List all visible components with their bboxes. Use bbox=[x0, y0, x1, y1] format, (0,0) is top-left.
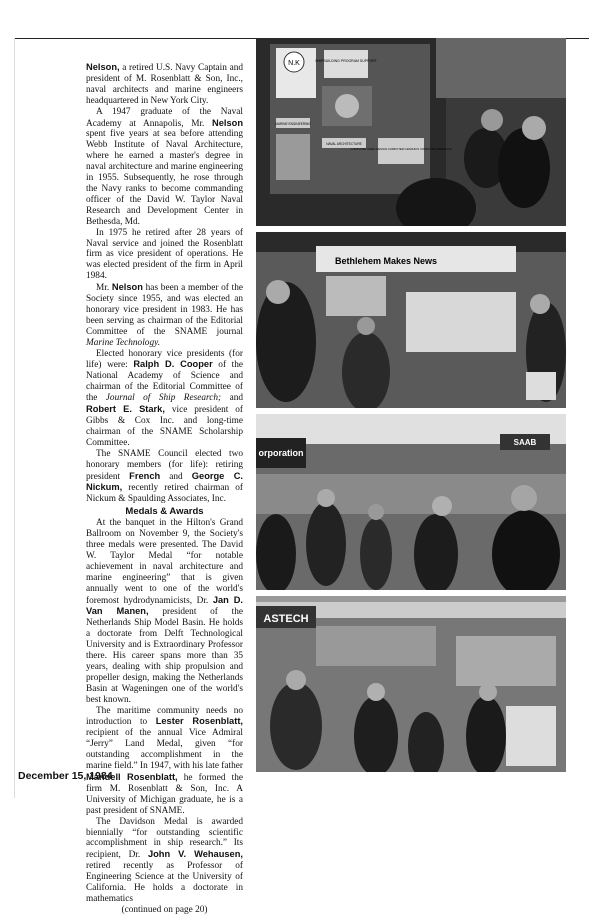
text: Elected honorary vice presidents (for life) were: bbox=[86, 348, 243, 371]
text: retired recently as Professor of Engineering Science at the University of California. He holds a doctorate in mathematics bbox=[86, 861, 243, 904]
article-column bbox=[86, 62, 243, 916]
footer-date: December 15, 1984 bbox=[18, 770, 113, 782]
text: he formed the firm M. Rosenblatt & Son, Inc. A University of Michigan graduate, he is a past president of SNAME. bbox=[86, 773, 244, 816]
photo2-sign: Bethlehem Makes News bbox=[334, 256, 438, 266]
text: vice president of Gibbs & Cox Inc. and long-time chairman of the SNAME Scholarship Committee. bbox=[86, 405, 243, 448]
text: and bbox=[221, 393, 244, 404]
photo-exhibit-booth bbox=[256, 38, 566, 226]
photo1-logo: N.K bbox=[288, 60, 300, 67]
text: recipient of the annual Vice Admiral “Jerry” Land Medal, given “for outstanding accomplishment in the marine field.” In 1947, with his late father bbox=[86, 728, 243, 772]
photo1-sign-computer: COMPUTER AIDED DESIGN COMPUTER GRAPHICS COMPUTER MODELING bbox=[350, 147, 452, 151]
photo1-sign-naval: NAVAL ARCHITECTURE bbox=[326, 142, 362, 146]
text: a retired U.S. Navy Captain and president of M. Rosenblatt & Son, Inc., naval architects and marine engineers headquartered in New York City. bbox=[86, 63, 243, 106]
text: The SNAME Council elected two honorary members (for life): retiring president bbox=[86, 448, 243, 482]
photo-exhibition-crowd-image bbox=[256, 414, 566, 590]
section-heading: Medals & Awards bbox=[125, 506, 204, 518]
text: A 1947 graduate of the Naval Academy at Annapolis, Mr. bbox=[86, 106, 243, 129]
text: has been a member of the Society since 1955, and was elected an honorary vice president in 1983. He has been serving as chairman of the Editorial Committee of the SNAME journal bbox=[86, 283, 244, 337]
text: Mr. bbox=[96, 283, 112, 294]
photo-bethlehem-booth bbox=[256, 232, 566, 408]
photo-exhibition-crowd bbox=[256, 414, 566, 590]
photo-astech-booth bbox=[256, 596, 566, 772]
text: spent five years at sea before attending Webb Institute of Naval Architecture, where he earned a master's degree in naval architecture and marine engineering in 1955. Subsequently, he rose through the Navy ranks to become commanding officer of the David W. Taylor Naval Research and Development Center in Bethesda, Md. bbox=[86, 129, 243, 227]
photo3-sign-right: SAAB bbox=[513, 438, 537, 447]
paragraph-honorary-members bbox=[86, 449, 243, 506]
photo-astech-booth-image bbox=[256, 596, 566, 772]
journal-title: Marine Technology. bbox=[86, 337, 161, 348]
text: The maritime community needs no introduction to bbox=[86, 705, 243, 728]
photo1-sign-marine: MARINE ENGINEERING bbox=[275, 122, 311, 126]
name-nelson: Nelson bbox=[212, 117, 243, 128]
journal-title: Journal of Ship Research; bbox=[105, 393, 222, 404]
paragraph-membership bbox=[86, 282, 243, 348]
paragraph-land-medal bbox=[86, 706, 243, 817]
text: of the National Academy of Science and chairman of the Editorial Committee of the bbox=[86, 360, 243, 404]
left-margin-rule bbox=[14, 38, 15, 798]
name-french: French bbox=[129, 470, 161, 481]
paragraph-honorary-vps bbox=[86, 349, 243, 449]
name-nelson: Nelson bbox=[111, 282, 143, 293]
photo-exhibit-booth-image bbox=[256, 38, 566, 226]
photo3-sign-left: orporation bbox=[258, 448, 304, 458]
name-lester-rosenblatt: Lester Rosenblatt, bbox=[155, 716, 243, 727]
paragraph-nelson-intro bbox=[86, 62, 243, 107]
name-stark: Robert E. Stark, bbox=[86, 404, 165, 415]
text: At the banquet in the Hilton's Grand Ballroom on November 9, the Society's three medals were presented. The David W. Taylor Medal “for notable achievement in naval architecture and marine engineering” that is given annually went to one of the world's foremost hydrodynamicists, Dr. bbox=[86, 518, 243, 606]
name-mandell-rosenblatt: Mandell Rosenblatt, bbox=[86, 772, 178, 782]
paragraph-retirement: In 1975 he retired after 28 years of Naval service and joined the Rosenblatt firm as vice president of operations. He was elected president of the firm in April 1984. bbox=[86, 227, 243, 282]
name-van-manen: Jan D. Van Manen, bbox=[86, 594, 243, 617]
paragraph-taylor-medal bbox=[86, 518, 243, 705]
text: The Davidson Medal is awarded biennially “for outstanding scientific accomplishment in ship research.” Its recipient, Dr. bbox=[86, 816, 243, 861]
paragraph-davidson-medal bbox=[86, 817, 243, 905]
name-wehausen: John V. Wehausen, bbox=[147, 849, 243, 860]
continued-note: (continued on page 20) bbox=[121, 904, 208, 915]
text: president of the Netherlands Ship Model Basin. He holds a doctorate from Delft Technological University and is Extraordinary Professor there. His career spans more than 35 years, dealing with ship propulsion and propeller design, making the Netherlands Basin at Wageningen one of the world's best known. bbox=[86, 607, 243, 705]
text: and bbox=[160, 471, 192, 482]
photo4-sign: ASTECH bbox=[263, 613, 309, 625]
paragraph-naval-academy bbox=[86, 107, 243, 228]
photo-bethlehem-booth-image bbox=[256, 232, 566, 408]
text: recently retired chairman of Nickum & Spaulding Associates, Inc. bbox=[86, 483, 243, 505]
photo1-sign-shipbuilding: SHIPBUILDING PROGRAM SUPPORT bbox=[315, 59, 377, 63]
name-cooper: Ralph D. Cooper bbox=[133, 359, 213, 370]
name-nickum: George C. Nickum, bbox=[86, 470, 243, 493]
name-nelson: Nelson, bbox=[86, 62, 120, 72]
